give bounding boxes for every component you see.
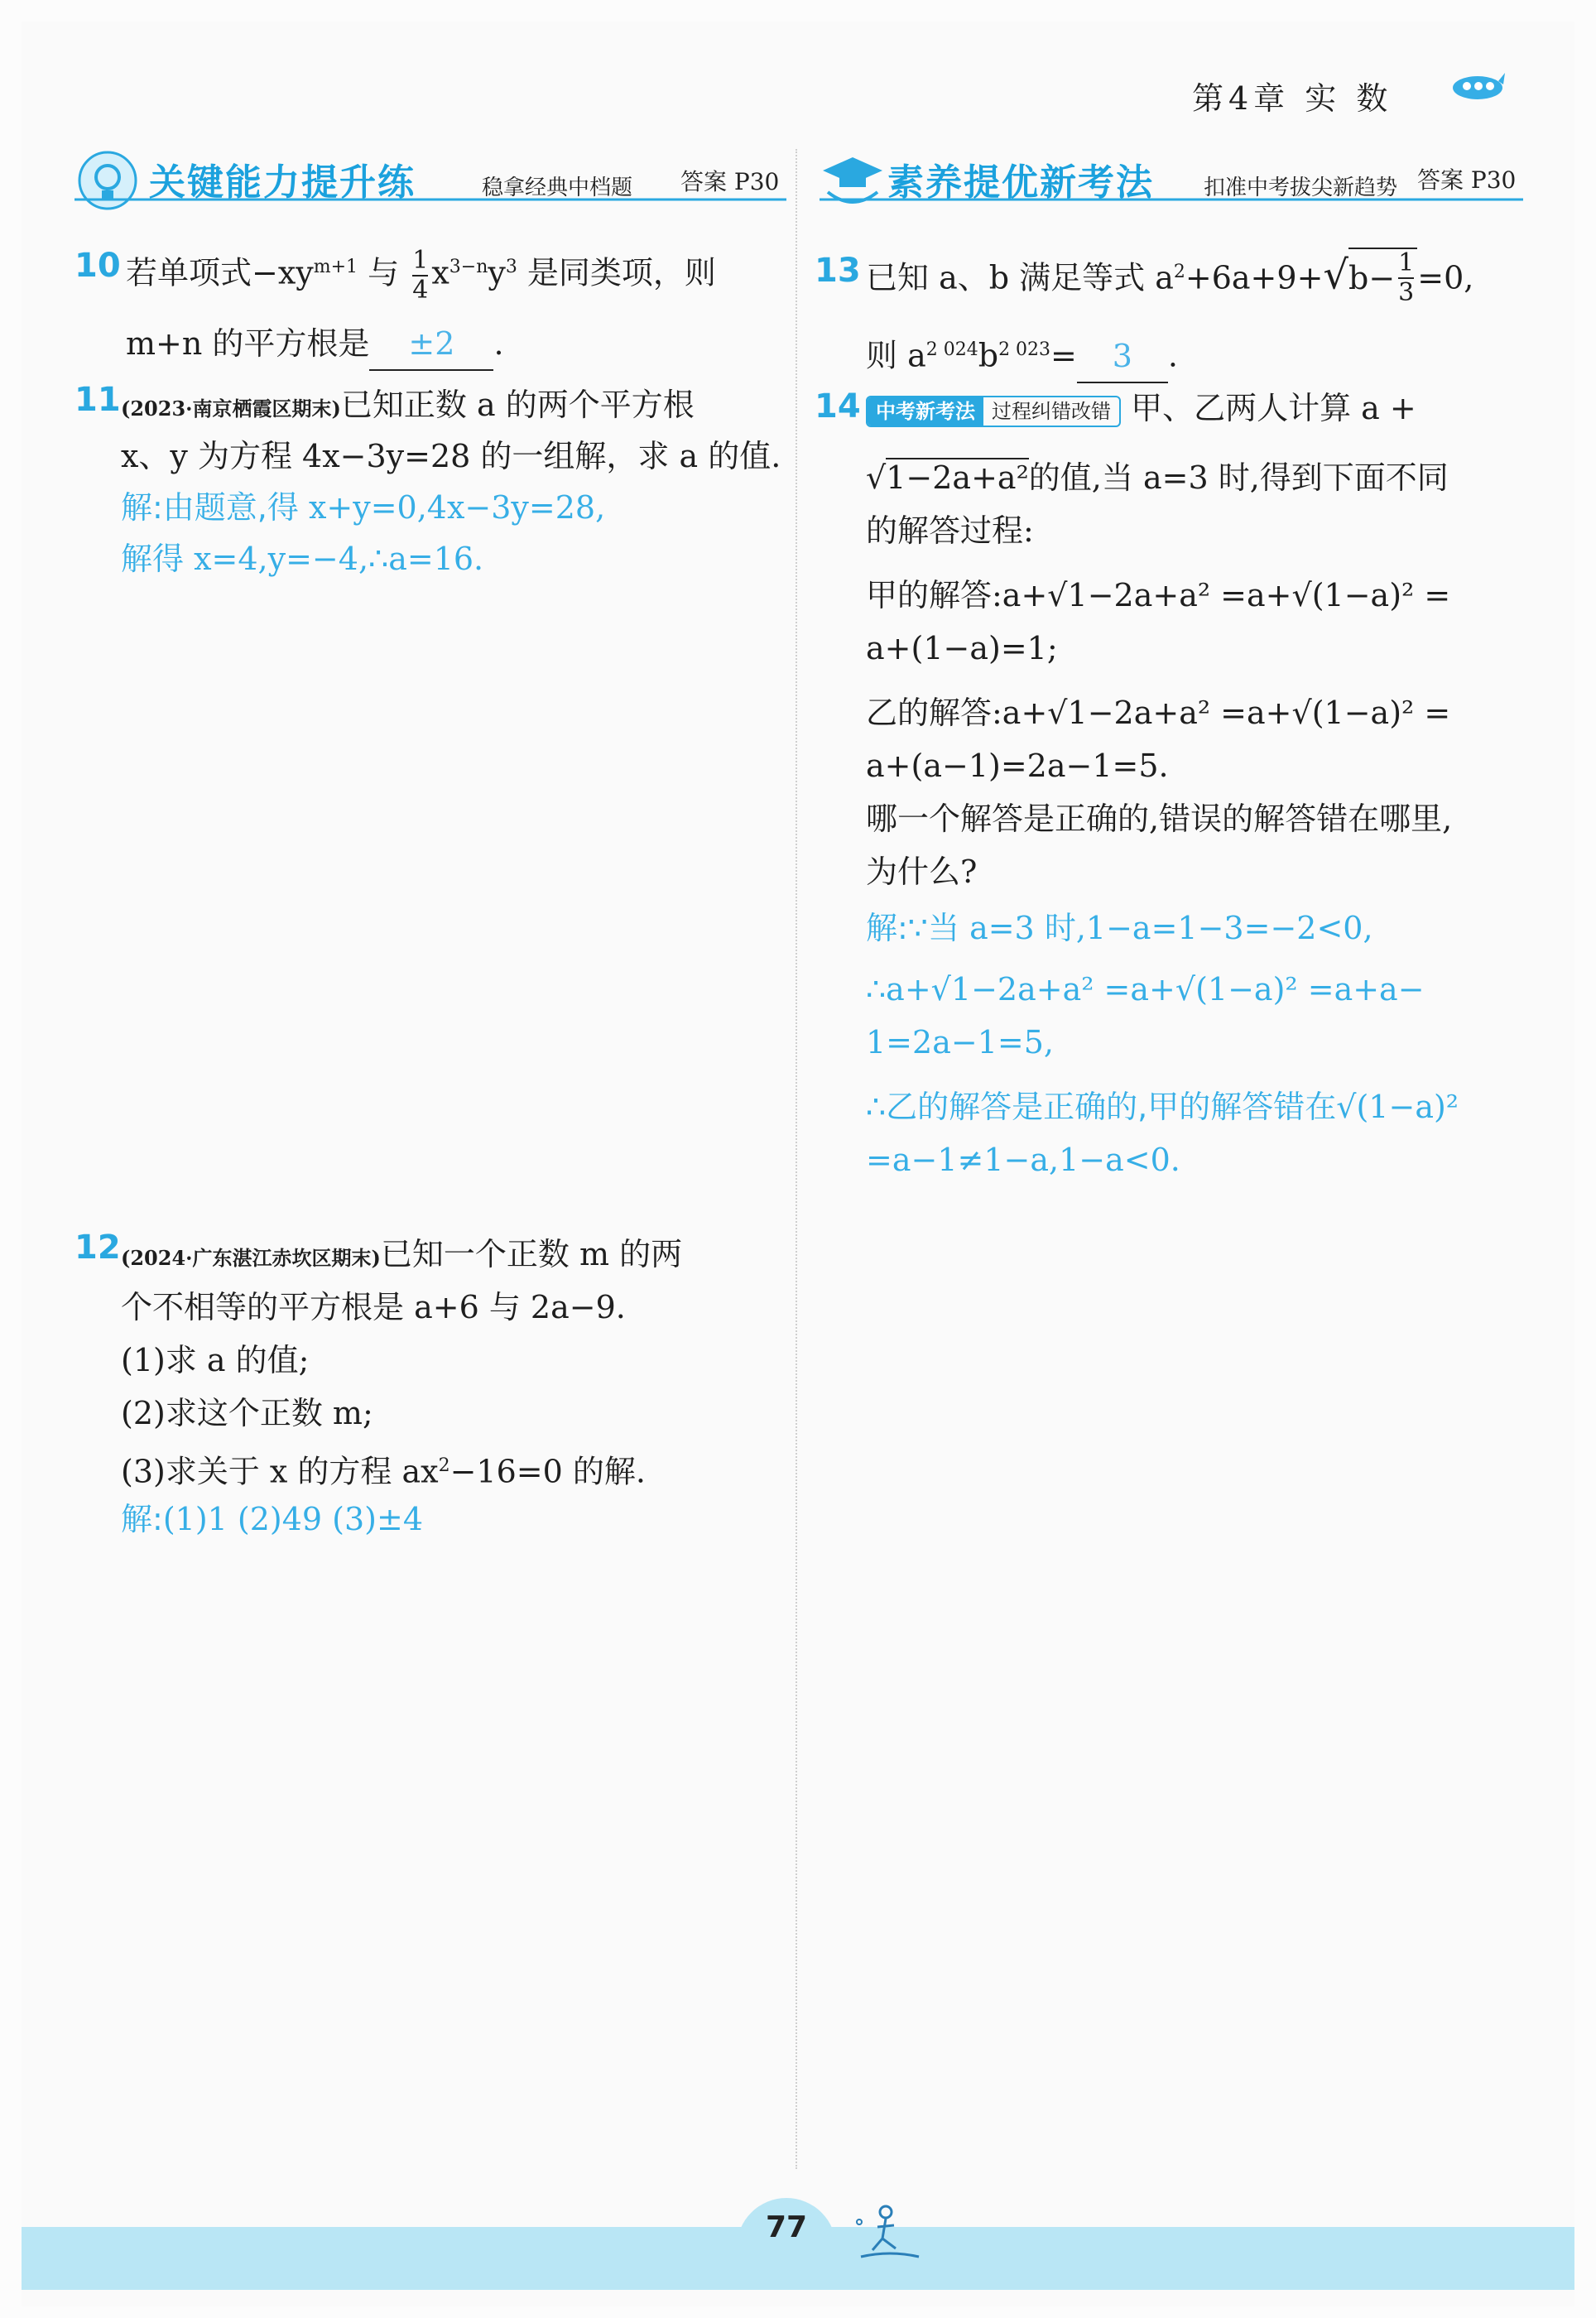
q14-solution-line2: ∴a+√1−2a+a² =a+√(1−a)² =a+a− — [866, 971, 1425, 1008]
q13-line1 — [866, 247, 1473, 307]
solution-label: 解:由题意,得 — [121, 489, 299, 526]
q14-solution-line3: 1=2a−1=5, — [866, 1024, 1054, 1060]
q13-text: =0, — [1417, 259, 1474, 296]
radical-sign: √ — [1323, 252, 1348, 299]
q12-text: (3)求关于 x 的方程 ax — [121, 1453, 439, 1490]
q13-text: b — [978, 337, 999, 374]
column-divider — [796, 149, 797, 2169]
page-number: 77 — [765, 2210, 808, 2244]
question-number: 12 — [75, 1229, 121, 1267]
q14-line2 — [866, 452, 1449, 503]
q10-exp: 3 — [505, 257, 517, 277]
q12-solution — [121, 1493, 423, 1545]
q10-text: y — [488, 254, 506, 291]
answer-ref-left: 答案 P30 — [680, 168, 780, 195]
section-title-right: 素养提优新考法 — [887, 161, 1154, 204]
solution-text: ∴乙的解答是正确的,甲的解答错在 — [866, 1089, 1337, 1125]
q13-exp: 2 024 — [925, 339, 978, 360]
q14-line3: 的解答过程: — [866, 512, 1034, 549]
fraction-denominator: 3 — [1398, 277, 1415, 307]
q14-yi-line2: a+(a−1)=2a−1=5. — [866, 748, 1169, 784]
solution-text: x=4,y=−4,∴a=16. — [184, 541, 484, 577]
q13-text: . — [1167, 337, 1178, 374]
q12-part1: (1)求 a 的值; — [121, 1342, 310, 1378]
solution-text: √(1−a)² — [1336, 1089, 1459, 1125]
q11-solution-line1 — [121, 482, 605, 533]
q13-text: +6a+9+ — [1185, 259, 1324, 296]
answer-ref-right: 答案 P30 — [1417, 166, 1517, 194]
q10-line1 — [126, 242, 716, 305]
solution-label: 解:∵当 — [866, 910, 959, 946]
section-rule-right — [820, 195, 1523, 204]
q13-line2 — [866, 325, 1178, 383]
q14-text: 甲、乙两人计算 a + — [1131, 390, 1416, 426]
q10-text: 与 — [358, 254, 400, 291]
q11-text: 已知正数 a 的两个平方根 — [340, 387, 695, 423]
q10-exp: m+1 — [313, 257, 358, 277]
fraction-numerator: 1 — [412, 246, 429, 276]
q14-text: 的值,当 a=3 时,得到下面不同 — [1028, 459, 1449, 496]
q13-radicand — [1348, 248, 1417, 307]
tag-label: 过程纠错改错 — [992, 399, 1111, 423]
chapter-title: 第4章 实 数 — [1192, 80, 1393, 117]
q12-exp: 2 — [438, 1455, 450, 1476]
q14-jia-line1: 甲的解答:a+√1−2a+a² =a+√(1−a)² = — [866, 577, 1451, 613]
runner-figure-icon — [853, 2202, 927, 2268]
q14-question-line1: 哪一个解答是正确的,错误的解答错在哪里, — [866, 801, 1453, 837]
section-title-left: 关键能力提升练 — [149, 161, 416, 204]
q12-line1 — [121, 1229, 682, 1284]
q10-answer-blank[interactable]: ±2 — [369, 318, 493, 371]
q12-part2: (2)求这个正数 m; — [121, 1395, 373, 1431]
q10-text: 若单项式−xy — [126, 254, 314, 291]
q11-solution-line2 — [121, 533, 483, 584]
tag-label: 中考新考法 — [868, 397, 983, 426]
fraction-numerator: 1 — [1398, 248, 1415, 277]
section-rule-left — [75, 195, 786, 204]
question-number: 10 — [75, 247, 121, 285]
q10-line2 — [126, 318, 504, 371]
q10-text: x — [431, 254, 449, 291]
q14-solution-line5: =a−1≠1−a,1−a<0. — [866, 1142, 1180, 1178]
fraction-denominator: 4 — [412, 276, 429, 305]
solution-label: 解: — [121, 1501, 163, 1537]
section-subtitle-right: 扣准中考拔尖新趋势 — [1204, 176, 1398, 200]
q12-part3 — [121, 1440, 646, 1498]
q13-exp: 2 023 — [998, 339, 1051, 360]
q12-text: −16=0 的解. — [449, 1453, 646, 1490]
q11-source: (2023·南京栖霞区期末) — [121, 397, 341, 421]
solution-text: (1)1 (2)49 (3)±4 — [162, 1501, 423, 1537]
q14-question-line2: 为什么? — [866, 854, 978, 890]
q12-source: (2024·广东湛江赤坎区期末) — [121, 1246, 381, 1270]
radical-sign: √ — [866, 459, 887, 496]
q13-answer-blank[interactable]: 3 — [1077, 330, 1168, 383]
solution-text: x+y=0,4x−3y=28, — [298, 489, 606, 526]
q13-text: 则 a — [866, 337, 926, 374]
q13-text: b− — [1348, 259, 1396, 296]
solution-label: 解得 — [121, 541, 185, 577]
solution-text: a=3 时,1−a=1−3=−2<0, — [959, 910, 1373, 946]
q14-solution-line1 — [866, 902, 1373, 954]
q14-radicand: 1−2a+a² — [886, 459, 1029, 496]
q14-jia-line2: a+(1−a)=1; — [866, 630, 1058, 666]
q13-exp: 2 — [1173, 262, 1185, 282]
q14-tag — [866, 396, 1121, 427]
q13-text: 已知 a、b 满足等式 a — [866, 259, 1174, 296]
q12-line2: 个不相等的平方根是 a+6 与 2a−9. — [121, 1289, 626, 1325]
q10-text: m+n 的平方根是 — [126, 325, 370, 362]
q11-line1 — [121, 379, 695, 435]
q10-fraction — [412, 247, 428, 305]
q10-text: . — [493, 325, 504, 362]
q13-fraction — [1398, 249, 1414, 307]
dolphin-icon — [1449, 65, 1507, 106]
q13-text: = — [1050, 337, 1077, 374]
q11-line2: x、y 为方程 4x−3y=28 的一组解，求 a 的值. — [121, 438, 781, 474]
q10-exp: 3−n — [449, 257, 488, 277]
question-number: 14 — [815, 387, 861, 426]
question-number: 13 — [815, 252, 861, 290]
q14-yi-line1: 乙的解答:a+√1−2a+a² =a+√(1−a)² = — [866, 695, 1451, 731]
q14-line1 — [866, 382, 1416, 434]
q12-text: 已知一个正数 m 的两 — [380, 1236, 683, 1272]
q14-solution-line4 — [866, 1081, 1459, 1133]
question-number: 11 — [75, 381, 121, 419]
q10-text: 是同类项，则 — [517, 254, 716, 291]
section-subtitle-left: 稳拿经典中档题 — [482, 176, 633, 200]
